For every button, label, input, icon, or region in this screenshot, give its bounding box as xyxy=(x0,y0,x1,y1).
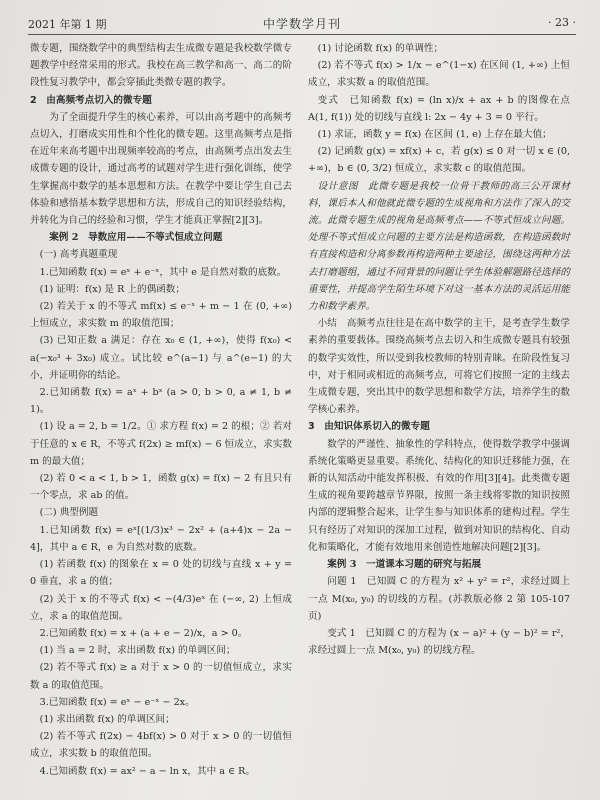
paragraph: 案例 3 一道课本习题的研究与拓展 xyxy=(327,559,482,571)
paragraph: (2) 若不等式 f(x) ≥ a 对于 x > 0 的一切值恒成立，求实数 a 的取值范围。 xyxy=(30,662,292,691)
page-header xyxy=(28,12,576,35)
paragraph: 设计意图 此微专题是我校一位骨干教师的高三公开课材料，课后本人和他就此微专题的生成视角和方法作了深入的交流。此微专题生成的视角是高频考点——不等式恒成立问题。处理不等式恒成立问题的主要方法是构造函数，在构造函数时有直接构造和分离参数再构造两种主要途径，围绕这两种方法去打磨题组，通过不同背景的问题让学生体验解题路径选择的重要性，并提高学生陌生环境下对这一基本方法的灵活运用能力和数学素养。 xyxy=(308,180,570,313)
paragraph: (2) 若关于 x 的不等式 mf(x) ≤ e⁻ˣ + m − 1 在 (0, +∞) 上恒成立，求实数 m 的取值范围； xyxy=(30,301,292,330)
paragraph: (2) 若不等式 f(x) > 1/x − e^(1−x) 在区间 (1, +∞) 上恒成立，求实数 a 的取值范围。 xyxy=(308,60,570,89)
paragraph: 3 由知识体系切入的微专题 xyxy=(308,421,430,433)
page-number: · 23 · xyxy=(548,16,576,29)
paragraph: (一) 高考真题重现 xyxy=(39,249,118,261)
paragraph: 变式 已知函数 f(x) = (ln x)/x + ax + b 的图像在点 A(1, f(1)) 处的切线与直线 l: 2x − 4y + 3 = 0 平行。 xyxy=(308,94,570,123)
paragraph: 2.已知函数 f(x) = aˣ + bˣ (a > 0, b > 0, a ≠ 1, b ≠ 1)。 xyxy=(30,387,292,416)
paragraph: 小结 高频考点往往是在高中数学的主干，是考查学生数学素养的重要载体。围绕高频考点去切入和生成微专题具有较强的数学实效性，所以受到我校教师的特别青睐。在阶段性复习中，对于相同或相近的高频考点，可将它们按照一定的主线去生成微专题，突出其中的数学思想和数学方法，培养学生的数学核心素养。 xyxy=(308,318,570,416)
paragraph: 为了全面提升学生的核心素养，可以由高考题中的高频考点切入，打磨成实用性和个性化的微专题。这里高频考点是指在近年来高考题中出现频率较高的考点，由高频考点出发去生成微专题的设计，通过高考的试题对学生进行强化训练，使学生掌握高中数学的基本思想和方法。在教学中要让学生自己去体验和感悟基本数学思想和方法，形成自己的知识经验结构，并转化为自己的经验和习惯，学生才能真正掌握[2][3]。 xyxy=(30,111,292,227)
paragraph: 1.已知函数 f(x) = eˣ + e⁻ˣ，其中 e 是自然对数的底数。 xyxy=(39,266,287,278)
paragraph: (2) 若不等式 f(2x) − 4bf(x) > 0 对于 x > 0 的一切值恒成立，求实数 b 的取值范围。 xyxy=(30,731,292,760)
right-text-column xyxy=(308,40,570,659)
paragraph: (1) 求证，函数 y = f(x) 在区间 (1, e) 上存在最大值； xyxy=(317,129,552,141)
paragraph: (1) 证明：f(x) 是 R 上的偶函数； xyxy=(39,283,185,295)
paragraph: (二) 典型例题 xyxy=(39,507,99,519)
paragraph: 问题 1 已知圆 C 的方程为 x² + y² = r²，求经过圆上一点 M(x₀, y₀) 的切线的方程。(苏教版必修 2 第 105-107 页) xyxy=(308,576,570,622)
paragraph: 2.已知函数 f(x) = x + (a + e − 2)/x，a > 0。 xyxy=(39,627,248,639)
paragraph: (2) 记函数 g(x) = xf(x) + c，若 g(x) ≤ 0 对一切 x ∈ (0, +∞)，b ∈ (0, 3/2) 恒成立，求实数 c 的取值范围。 xyxy=(308,146,570,175)
paragraph: (1) 设 a = 2, b = 1/2。① 求方程 f(x) = 2 的根；② 若对于任意的 x ∈ R，不等式 f(2x) ≥ mf(x) − 6 恒成立，求实数 m 的最大值； xyxy=(30,421,292,467)
paragraph: 变式 1 已知圆 C 的方程为 (x − a)² + (y − b)² = r²，求经过圆上一点 M(x₀, y₀) 的切线方程。 xyxy=(308,627,570,657)
paragraph: 3.已知函数 f(x) = eˣ − e⁻ˣ − 2x。 xyxy=(39,696,195,708)
paragraph: (3) 已知正数 a 满足：存在 x₀ ∈ (1, +∞)，使得 f(x₀) < a(−x₀³ + 3x₀) 成立。试比较 e^(a−1) 与 a^(e−1) 的大小，并证明你的结论。 xyxy=(30,335,292,381)
left-text-column xyxy=(30,40,292,780)
paragraph: (1) 当 a = 2 时，求出函数 f(x) 的单调区间； xyxy=(39,645,236,657)
paragraph: (2) 若 0 < a < 1, b > 1，函数 g(x) = f(x) − 2 有且只有一个零点，求 ab 的值。 xyxy=(30,473,292,502)
paragraph: (1) 若函数 f(x) 的图象在 x = 0 处的切线与直线 x + y = 0 垂直，求 a 的值； xyxy=(30,559,292,588)
paragraph: (2) 关于 x 的不等式 f(x) < −(4/3)eˣ 在 (−∞, 2) 上恒成立，求 a 的取值范围。 xyxy=(30,593,292,622)
paragraph: 数学的严谨性、抽象性的学科特点，使得数学教学中强调系统化策略更显重要。系统化、结构化的知识迁移能力强，在新的认知活动中能发挥积极、有效的作用[3][4]。此类微专题生成的视角要跨越章节界限，按照一条主线将零散的知识按照内部的逻辑整合起来，让学生参与知识体系的建构过程。学生只有经历了对知识的深加工过程，做到对知识的结构化、自动化和策略化，才能有效地用来创造性地解决问题[2][3]。 xyxy=(308,438,570,553)
issue-label: 2021 年第 1 期 xyxy=(28,18,107,31)
paragraph: (1) 求出函数 f(x) 的单调区间； xyxy=(39,713,175,725)
paragraph: 1.已知函数 f(x) = eˣ[(1/3)x³ − 2x² + (a+4)x − 2a − 4]，其中 a ∈ R，e 为自然对数的底数。 xyxy=(30,524,292,553)
paragraph: 2 由高频考点切入的微专题 xyxy=(30,94,152,106)
paragraph: 微专题，围绕数学中的典型结构去生成微专题是我校数学微专题教学中经常采用的形式。我校在高三教学和高一、高二的阶段性复习教学中，都会穿插此类微专题的教学。 xyxy=(30,43,292,89)
paragraph: (1) 讨论函数 f(x) 的单调性； xyxy=(317,43,444,54)
paragraph: 案例 2 导数应用——不等式恒成立问题 xyxy=(49,232,223,244)
paragraph: 4.已知函数 f(x) = ax² − a − ln x，其中 a ∈ R。 xyxy=(39,765,256,777)
journal-title: 中学数学月刊 xyxy=(262,17,341,31)
